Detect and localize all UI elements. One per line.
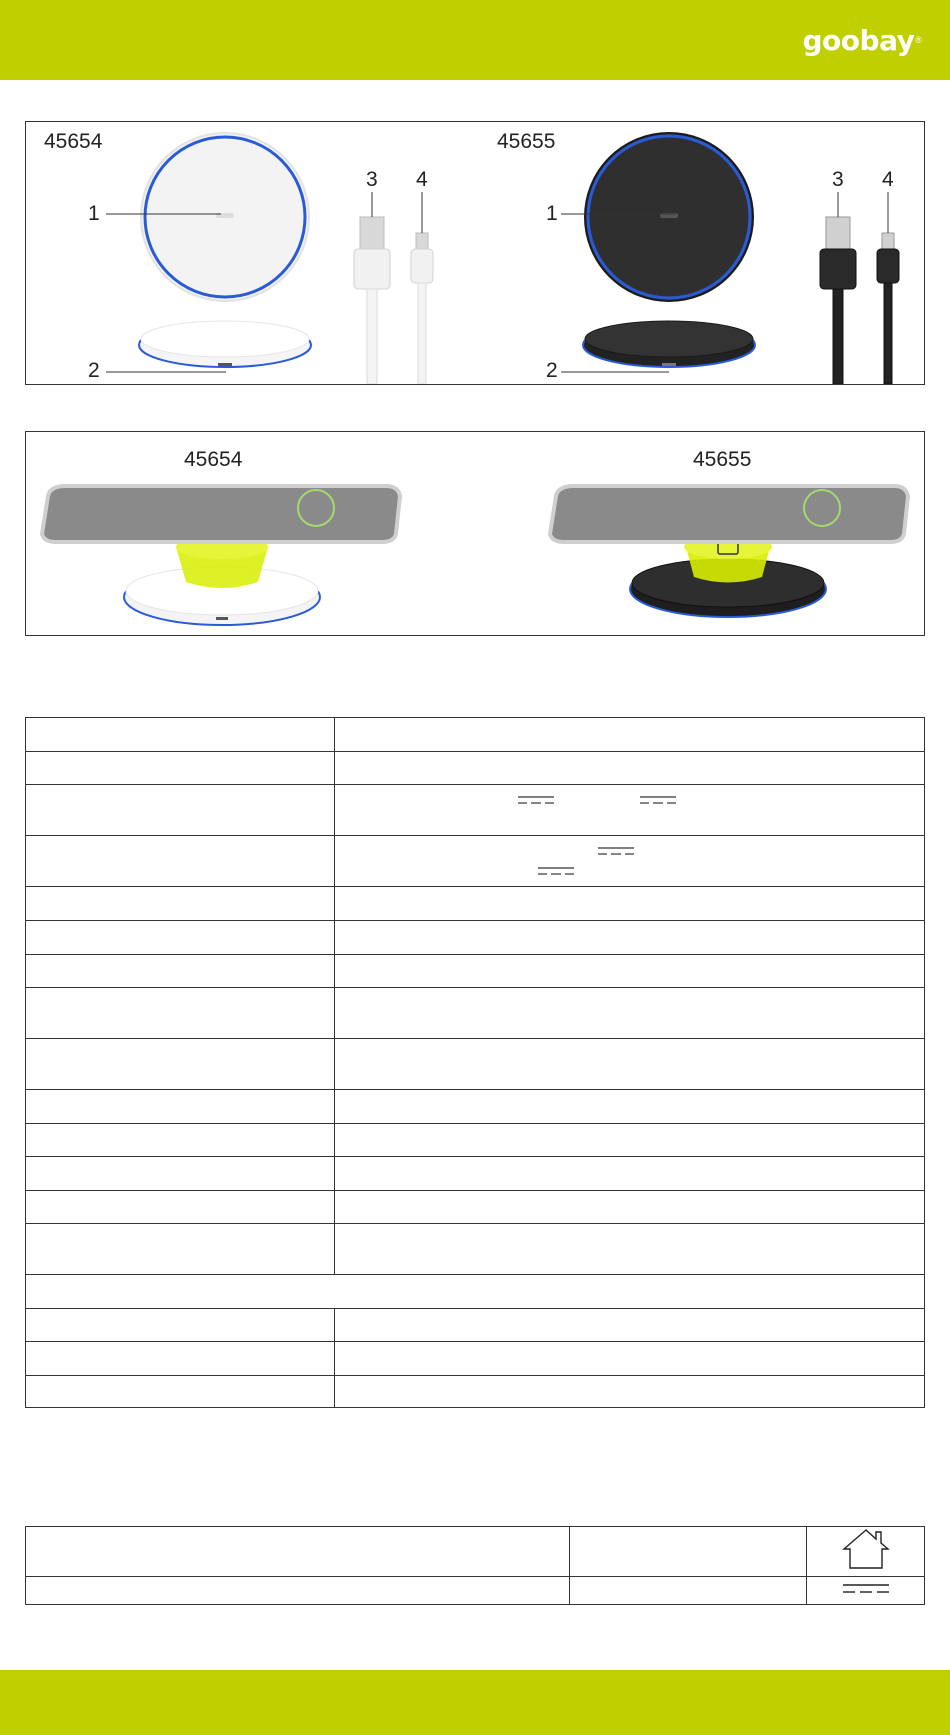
- usage-illustration-panel: [25, 431, 925, 636]
- table-row: [26, 1376, 925, 1408]
- smartphone-left: [42, 486, 400, 542]
- logo-text: goobay: [802, 23, 915, 57]
- table-row: [26, 1309, 925, 1342]
- table-row: [26, 836, 925, 887]
- table-row: [26, 1090, 925, 1124]
- callout-1-left: 1: [88, 202, 100, 225]
- table-row: [26, 988, 925, 1039]
- callout-1-right: 1: [546, 202, 558, 225]
- black-micro-usb-plug: [882, 233, 894, 249]
- callout-2-right: 2: [546, 359, 558, 382]
- callout-2-left: 2: [88, 359, 100, 382]
- dc-current-icon: [538, 866, 574, 876]
- table-row: [26, 785, 925, 836]
- dc-current-icon: [843, 1583, 889, 1595]
- table-row: [26, 1191, 925, 1224]
- table-row: [26, 1224, 925, 1275]
- table-row: [26, 1577, 925, 1605]
- specification-table: [25, 717, 925, 1408]
- callout-3-right: 3: [832, 168, 844, 191]
- dc-current-icon: [598, 846, 634, 856]
- black-usb-a-plug: [826, 217, 850, 249]
- callout-3-left: 3: [366, 168, 378, 191]
- model-number-left: 45654: [44, 130, 103, 153]
- dc-current-icon: [640, 795, 676, 805]
- white-usb-a-plug: [360, 217, 384, 249]
- product-overview-panel: [25, 121, 925, 385]
- table-row: [26, 1124, 925, 1157]
- table-row: [26, 1342, 925, 1376]
- callout-4-left: 4: [416, 168, 428, 191]
- table-row: [26, 752, 925, 785]
- goobay-logo: [803, 20, 922, 60]
- white-micro-usb-plug: [416, 233, 428, 249]
- house-icon: [841, 1527, 891, 1571]
- table-row: [26, 887, 925, 921]
- logo-registered-mark: ®: [915, 35, 922, 45]
- table-row: [26, 1039, 925, 1090]
- footer-bar: [0, 1670, 950, 1735]
- table-row: [26, 1527, 925, 1577]
- callout-4-right: 4: [882, 168, 894, 191]
- usage-illustration: [26, 432, 924, 635]
- table-row: [26, 718, 925, 752]
- product-overview-illustration: [26, 122, 924, 384]
- smartphone-right: [550, 486, 908, 542]
- symbols-table: [25, 1526, 925, 1605]
- table-row: [26, 955, 925, 988]
- model-number-right: 45655: [497, 130, 556, 153]
- table-row: [26, 921, 925, 955]
- table-row: [26, 1157, 925, 1191]
- table-row-full-width: [26, 1275, 925, 1309]
- dc-current-icon: [518, 795, 554, 805]
- usage-model-left: 45654: [184, 448, 243, 471]
- usage-model-right: 45655: [693, 448, 752, 471]
